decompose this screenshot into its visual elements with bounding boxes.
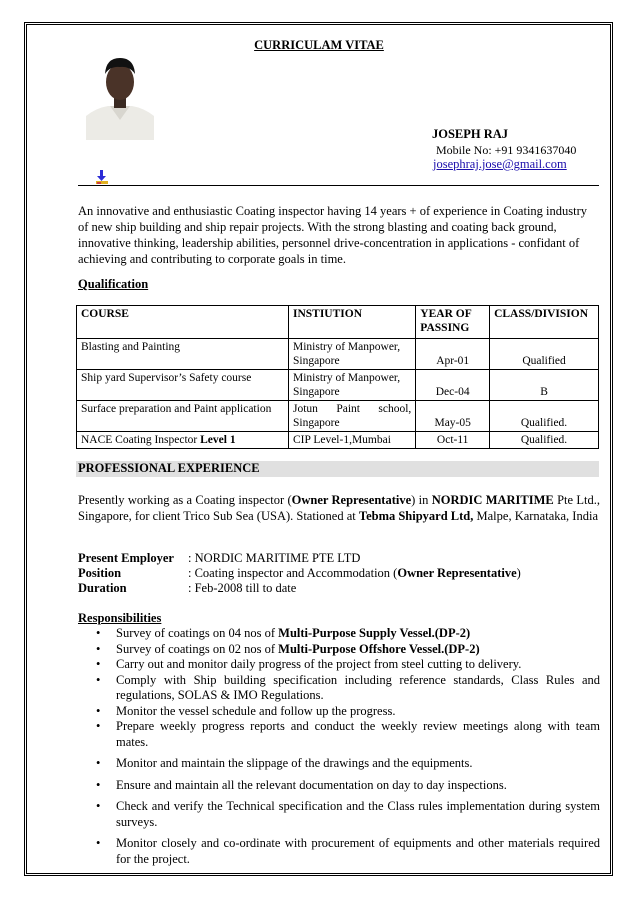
duration-label: Duration [78,581,127,595]
position-role: Owner Representative [397,566,517,580]
responsibilities-heading: Responsibilities [78,611,162,625]
mobile-number: Mobile No: +91 9341637040 [436,143,577,157]
table-row [77,401,599,432]
position-label: Position [78,566,122,580]
position-value [188,566,521,581]
list-item [78,756,600,772]
header-divider [78,185,599,186]
year-cell: May-05 [416,401,490,432]
list-item [78,673,600,704]
document-title: CURRICULAM VITAE [254,38,384,52]
employer-value: : NORDIC MARITIME PTE LTD [188,551,361,565]
list-item [78,704,600,720]
year-cell: Dec-04 [416,370,490,401]
profile-summary: An innovative and enthusiastic Coating inspector having 14 years + of experience in Coating industry of new ship building and ship repair projects. With the strong blasting and coating back ground, innovative thinking, leadership abilities, personnel drive-concentration in applications - confidant of achieving and contributing to corporate goals in time. [78,204,588,266]
table-header-row [77,306,599,339]
qualification-table [76,305,599,449]
column-header: INSTIUTION [288,306,415,339]
table-row [77,432,599,449]
year-cell: Oct-11 [416,432,490,449]
bullet: • [96,641,101,656]
list-item [78,719,600,750]
item-text: Carry out and monitor daily progress of the project from steel cutting to delivery. [116,657,522,671]
course-cell: Surface preparation and Paint application [77,401,289,432]
present-work-paragraph [78,492,600,524]
employer-label: Present Employer [78,551,174,565]
item-text: Monitor closely and co-ordinate with procurement of equipments and other materials required for the project. [116,836,600,866]
institution-cell: Ministry of Manpower, Singapore [288,370,415,401]
item-text: Prepare weekly progress reports and conduct the weekly review meetings along with team mates. [116,719,600,749]
qualification-heading: Qualification [78,277,149,291]
present-shipyard: Tebma Shipyard Ltd, [358,509,474,523]
institution-cell: Jotun Paint school, Singapore [288,401,415,432]
item-text: Monitor and maintain the slippage of the drawings and the equipments. [116,756,473,770]
position-end: ) [516,566,521,580]
profile-photo [86,50,154,140]
list-item [78,642,600,658]
bullet: • [96,756,101,770]
table-row [77,339,599,370]
position-text: : Coating inspector and Accommodation ( [188,566,398,580]
course-cell: Ship yard Supervisor’s Safety course [77,370,289,401]
year-cell: Apr-01 [416,339,490,370]
present-text: ) in [411,493,432,507]
download-arrow-icon [96,170,108,184]
item-text: Check and verify the Technical specification and the Class rules implementation during system surveys. [116,799,600,829]
bullet: • [96,799,101,813]
item-text: Ensure and maintain all the relevant documentation on day to day inspections. [116,777,507,792]
bullet: • [96,703,101,718]
experience-heading: PROFESSIONAL EXPERIENCE [78,461,260,475]
course-cell [77,432,289,449]
column-header: CLASS/DIVISION [490,306,599,339]
candidate-name: JOSEPH RAJ [432,127,509,141]
bullet: • [96,719,101,733]
responsibilities-list [78,626,600,867]
column-header: COURSE [77,306,289,339]
institution-cell: CIP Level-1,Mumbai [288,432,415,449]
class-cell: Qualified. [490,432,599,449]
bullet: • [96,672,101,687]
present-text: Pte Ltd., Singapore, for client Trico Sub Sea (USA). Stationed at [78,493,600,523]
item-text: Monitor the vessel schedule and follow up the progress. [116,703,396,718]
bullet: • [96,777,101,792]
list-item [78,836,600,867]
list-item [78,778,600,794]
item-text: Comply with Ship building specification including reference standards, Class Rules and regulations, SOLAS & IMO Regulations. [116,672,600,702]
item-bold: Multi-Purpose Offshore Vessel.(DP-2) [278,641,480,656]
list-item [78,799,600,830]
class-cell: Qualified. [490,401,599,432]
column-header: YEAR OF PASSING [416,306,490,339]
email-link[interactable]: josephraj.jose@gmail.com [433,157,567,171]
present-text: Presently working as a Coating inspector ( [78,493,292,507]
course-text: NACE Coating Inspector [81,434,201,446]
present-company: NORDIC MARITIME [431,493,554,507]
course-cell: Blasting and Painting [77,339,289,370]
course-level: Level 1 [200,434,236,446]
duration-value: : Feb-2008 till to date [188,581,297,595]
institution-cell: Ministry of Manpower, Singapore [288,339,415,370]
bullet: • [96,626,101,640]
class-cell: Qualified [490,339,599,370]
present-text: Malpe, Karnataka, India [473,509,598,523]
table-row [77,370,599,401]
bullet: • [96,657,101,671]
item-bold: Multi-Purpose Supply Vessel.(DP-2) [278,626,471,640]
present-role: Owner Representative [291,493,412,507]
item-text: Survey of coatings on 04 nos of [116,626,279,640]
list-item [78,657,600,673]
item-text: Survey of coatings on 02 nos of [116,641,279,656]
bullet: • [96,836,101,850]
class-cell: B [490,370,599,401]
list-item [78,626,600,642]
